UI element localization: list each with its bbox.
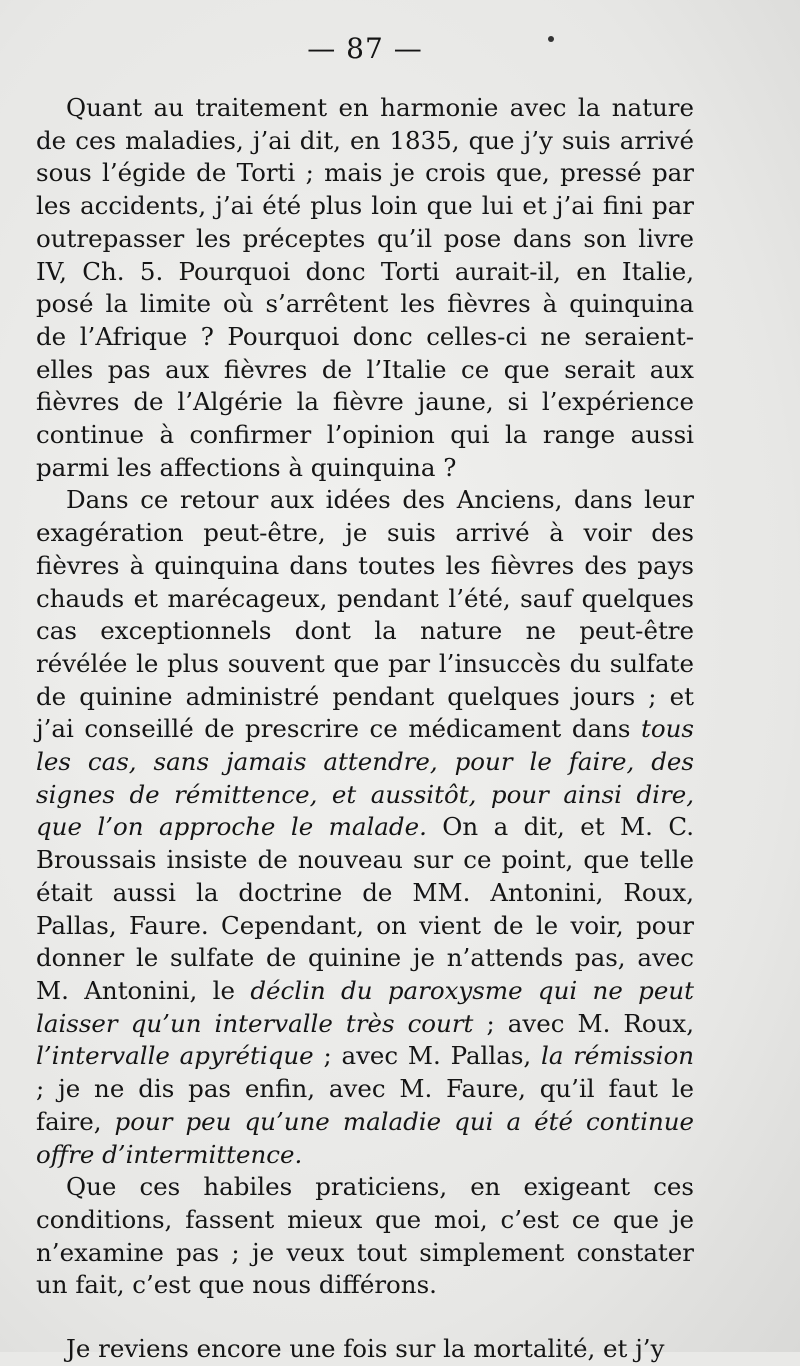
italic-run: l’intervalle apyrétique <box>36 1041 314 1071</box>
paragraph <box>36 484 694 1171</box>
text-run: ; avec M. Pallas, <box>313 1041 541 1071</box>
paragraph <box>36 1333 694 1366</box>
text-run: ; je ne dis pas enfin, avec M. Faure, qu’il faut le faire, <box>36 1074 694 1136</box>
page-number: — 87 — <box>307 32 423 65</box>
text-run: Je reviens encore une fois sur la mortalité, et j’y <box>66 1334 665 1364</box>
text-run: On a dit, et M. C. Broussais insiste de nouveau sur ce point, que telle était aussi la doctrine de MM. Antonini, Roux, Pallas, Faure. Cependant, on vient de le voir, pour donner le sulfate de quinine je n’attends pas, avec M. Antonini, le <box>36 812 694 1005</box>
italic-run: déclin du paroxysme qui ne peut laisser qu’un intervalle très court <box>36 975 694 1038</box>
italic-run: tous les cas, sans jamais attendre, pour le faire, des signes de rémittence, et aussitôt, pour ainsi dire, que l’on approche le malade. <box>36 714 694 842</box>
text-run: Quant au traitement en harmonie avec la nature de ces maladies, j’ai dit, en 1835, que j’y suis arrivé sous l’égide de Torti ; mais je crois que, pressé par les accidents, j’ai été plus loin que lui et j’ai fini par outrepasser les préceptes qu’il pose dans son livre IV, Ch. 5. Pourquoi donc Torti aurait-il, en Italie, posé la limite où s’arrêtent les fièvres à quinquina de l’Afrique ? Pourquoi donc celles-ci ne seraient-elles pas aux fièvres de l’Italie ce que serait aux fièvres de l’Algérie la fièvre jaune, si l’expérience continue à confirmer l’opinion qui la range aussi parmi les affections à quinquina ? <box>36 93 694 482</box>
body-text <box>36 92 694 1366</box>
text-run: Que ces habiles praticiens, en exigeant ces conditions, fassent mieux que moi, c’est ce que je n’examine pas ; je veux tout simplement constater un fait, c’est que nous différons. <box>36 1172 694 1300</box>
paragraph <box>36 1171 694 1302</box>
paragraph <box>36 92 694 484</box>
text-run: ; avec M. Roux, <box>473 1008 695 1038</box>
text-run: Dans ce retour aux idées des Anciens, dans leur exagération peut-être, je suis arrivé à voir des fièvres à quinquina dans toutes les fièvres des pays chauds et marécageux, pendant l’été, sauf quelques cas exceptionnels dont la nature ne peut-être révélée le plus souvent que par l’insuccès du sulfate de quinine administré pendant quelques jours ; et j’ai conseillé de prescrire ce médicament dans <box>36 485 694 744</box>
italic-run: pour peu qu’une maladie qui a été continue offre d’intermittence. <box>36 1106 695 1169</box>
italic-run: la rémission <box>540 1041 694 1071</box>
